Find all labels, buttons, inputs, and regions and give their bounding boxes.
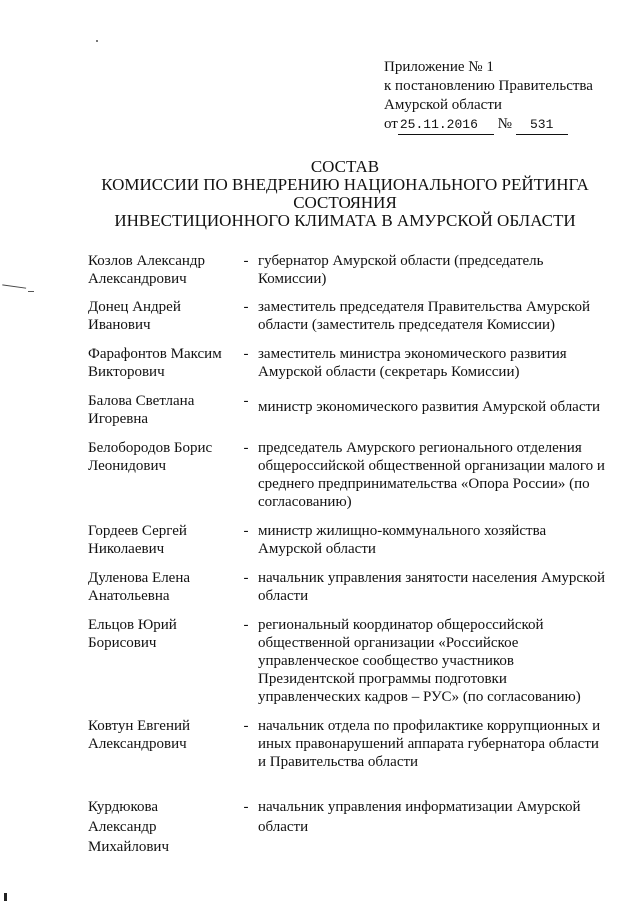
member-role <box>256 392 618 428</box>
member-role-line: иных правонарушений аппарата губернатора области <box>258 736 599 752</box>
member-name-line: Иванович <box>88 317 151 333</box>
member-role-line: заместитель министра экономического развития <box>258 346 567 362</box>
member-name-line: Гордеев Сергей <box>88 523 187 539</box>
member-name-line: Курдюкова <box>88 799 159 815</box>
member-name <box>88 717 236 771</box>
date-prefix: от <box>384 116 398 132</box>
member-role <box>256 298 618 334</box>
appendix-block <box>384 58 634 135</box>
member-name-line: Викторович <box>88 364 165 380</box>
member-role-line: начальник отдела по профилактике коррупционных и <box>258 718 601 734</box>
member-name-line: Михайлович <box>88 839 169 855</box>
member-name <box>88 392 236 428</box>
member-role-line: министр жилищно-коммунального хозяйства <box>258 523 547 539</box>
separator-dash: - <box>243 570 249 586</box>
scan-artifact <box>2 284 26 291</box>
member-row <box>88 252 618 288</box>
title-line: СОСТОЯНИЯ <box>293 193 397 212</box>
member-name-line: Ельцов Юрий <box>88 617 177 633</box>
member-role-line: среднего предпринимательства «Опора России» (по <box>258 476 590 492</box>
member-name-line: Николаевич <box>88 541 165 557</box>
member-role-line: согласованию) <box>258 494 352 510</box>
member-name <box>88 797 236 857</box>
member-row <box>88 392 618 428</box>
member-name-line: Александрович <box>88 736 187 752</box>
member-role-line: управленческих кадров – РУС» (по согласованию) <box>258 689 581 705</box>
member-name <box>88 252 236 288</box>
member-name-line: Игоревна <box>88 411 149 427</box>
member-role <box>256 616 618 706</box>
member-name <box>88 439 236 511</box>
separator-dash: - <box>243 799 249 815</box>
member-role-line: региональный координатор общероссийской <box>258 617 544 633</box>
members-list <box>88 252 618 857</box>
member-name-line: Анатольевна <box>88 588 170 604</box>
member-role-line: Амурской области <box>258 541 376 557</box>
member-role-line: Амурской области (секретарь Комиссии) <box>258 364 520 380</box>
separator-dash: - <box>243 718 249 734</box>
member-role-line: начальник управления занятости населения Амурской <box>258 570 606 586</box>
member-name-line: Балова Светлана <box>88 393 195 409</box>
member-role-line: управленческое сообщество участников <box>258 653 514 669</box>
member-role-line: министр экономического развития Амурской области <box>258 399 601 415</box>
member-role <box>256 569 618 605</box>
member-role-line: заместитель председателя Правительства Амурской <box>258 299 590 315</box>
member-role-line: председатель Амурского регионального отделения <box>258 440 582 456</box>
title-line: СОСТАВ <box>310 157 380 176</box>
member-name-line: Козлов Александр <box>88 253 206 269</box>
separator-dash: - <box>243 440 249 456</box>
title-line: ИНВЕСТИЦИОННОГО КЛИМАТА В АМУРСКОЙ ОБЛАСТИ <box>114 211 576 230</box>
scan-artifact <box>28 291 34 292</box>
member-role-line: губернатор Амурской области (председатель <box>258 253 544 269</box>
separator-dash: - <box>243 253 249 269</box>
separator-dash: - <box>243 393 249 409</box>
appendix-line: к постановлению Правительства <box>384 78 593 94</box>
member-row <box>88 298 618 334</box>
member-role <box>256 797 618 857</box>
member-name-line: Белобородов Борис <box>88 440 213 456</box>
member-role <box>256 252 618 288</box>
member-name <box>88 345 236 381</box>
appendix-line: Амурской области <box>384 97 502 113</box>
member-role-line: и Правительства области <box>258 754 419 770</box>
member-name-line: Донец Андрей <box>88 299 181 315</box>
member-name <box>88 569 236 605</box>
member-row <box>88 522 618 558</box>
member-role-line: Президентской программы подготовки <box>258 671 507 687</box>
member-row <box>88 797 618 857</box>
number-label: № <box>497 116 512 132</box>
member-row <box>88 616 618 706</box>
member-name <box>88 616 236 706</box>
member-row <box>88 717 618 771</box>
member-role-line: области <box>258 819 309 835</box>
member-name <box>88 522 236 558</box>
resolution-date: 25.11.2016 <box>398 115 494 135</box>
separator-dash: - <box>243 299 249 315</box>
member-name-line: Дуленова Елена <box>88 570 191 586</box>
member-role <box>256 439 618 511</box>
member-name-line: Александр <box>88 819 157 835</box>
member-role <box>256 345 618 381</box>
separator-dash: - <box>243 523 249 539</box>
member-row <box>88 569 618 605</box>
member-role <box>256 717 618 771</box>
separator-dash: - <box>243 617 249 633</box>
member-role-line: общественной организации «Российское <box>258 635 519 651</box>
scan-artifact <box>96 40 98 42</box>
member-name-line: Фарафонтов Максим <box>88 346 222 362</box>
resolution-number: 531 <box>516 115 568 135</box>
member-name-line: Александрович <box>88 271 187 287</box>
appendix-date-line <box>384 115 634 135</box>
document-title <box>0 158 640 230</box>
member-name-line: Борисович <box>88 635 157 651</box>
member-row <box>88 439 618 511</box>
member-role-line: области <box>258 588 309 604</box>
separator-dash: - <box>243 346 249 362</box>
title-line: КОМИССИИ ПО ВНЕДРЕНИЮ НАЦИОНАЛЬНОГО РЕЙТИНГА <box>101 175 589 194</box>
member-role <box>256 522 618 558</box>
member-role-line: Комиссии) <box>258 271 327 287</box>
member-name-line: Леонидович <box>88 458 167 474</box>
member-row <box>88 345 618 381</box>
member-role-line: начальник управления информатизации Амурской <box>258 799 581 815</box>
appendix-line: Приложение № 1 <box>384 59 494 75</box>
member-role-line: общероссийской общественной организации малого и <box>258 458 605 474</box>
scan-artifact <box>4 893 7 901</box>
member-role-line: области (заместитель председателя Комиссии) <box>258 317 556 333</box>
member-name-line: Ковтун Евгений <box>88 718 191 734</box>
member-name <box>88 298 236 334</box>
